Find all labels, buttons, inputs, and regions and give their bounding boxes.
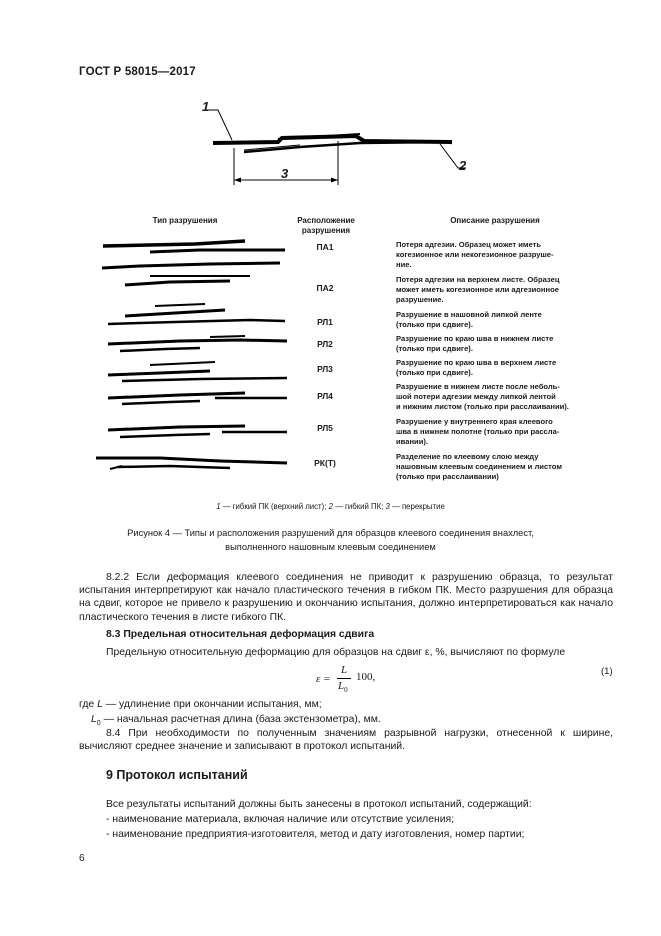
col-header-location-line2: разрушения (301, 226, 351, 235)
legend-text-3: — перекрытие (389, 502, 445, 511)
failure-sketch-rl4 (108, 393, 287, 404)
where-line-1 (79, 698, 322, 711)
code-rl4: РЛ4 (317, 391, 333, 401)
list-item: - наименование предприятия-изготовителя, метод и дату изготовления, номер партии; (106, 829, 525, 840)
label-2: 2 (459, 158, 467, 173)
desc-pa1 (396, 240, 608, 271)
paragraph-8-2-2: 8.2.2 Если деформация клеевого соединения не приводит к разрушению образца, то результат испытания интерпретируют как начало пластического течения в гибком ПК. Место разрушения для образца на сдвиг, которое не привело к разрушению и окончанию испытания, должно интерпретироваться как начало пластического течения в листе гибкого ПК. (79, 572, 613, 623)
legend-num-3: 3 (385, 502, 390, 511)
figure-caption-line1: Рисунок 4 — Типы и расположения разрушений для образцов клеевого соединения внахлест, (127, 528, 534, 538)
desc-rl5 (396, 417, 608, 448)
desc-line: Разрушение в нижнем листе после неболь- (396, 382, 560, 391)
desc-rl1 (396, 310, 608, 330)
col-header-type: Тип разрушения (152, 216, 218, 225)
list-item: - наименование материала, включая наличие или отсутствие усиления; (106, 814, 455, 825)
legend-num-1: 1 (216, 502, 221, 511)
figure-legend (0, 502, 661, 511)
code-rl2: РЛ2 (317, 339, 333, 349)
formula-den-sub: 0 (344, 686, 348, 695)
where-text-1: — удлинение при окончании испытания, мм; (102, 699, 322, 710)
desc-line: ние. (396, 260, 412, 270)
legend-num-2: 2 (328, 502, 333, 511)
desc-line: Разделение по клеевому слою между (396, 452, 539, 461)
where-var-L0: L (91, 714, 97, 725)
section-9-heading: 9 Протокол испытаний (106, 768, 248, 782)
desc-rl4 (396, 382, 608, 413)
formula-lhs: ε = (316, 673, 331, 685)
col-header-description: Описание разрушения (450, 216, 540, 225)
code-rkt: РК(Т) (314, 458, 336, 468)
desc-line: разрушение. (396, 295, 444, 305)
failure-sketch-rl5 (108, 426, 287, 437)
failure-sketch-pa2 (102, 263, 280, 285)
desc-rl3 (396, 358, 608, 378)
label-3: 3 (281, 166, 289, 181)
where-text-2: — начальная расчетная длина (база экстензометра), мм. (100, 714, 381, 725)
formula-numerator: L (340, 664, 348, 676)
section-8-3-heading: 8.3 Предельная относительная деформация сдвига (106, 629, 375, 640)
desc-line: (только при сдвиге). (396, 320, 473, 330)
failure-sketch-rkt (96, 458, 287, 469)
desc-line: Разрушение по краю шва в нижнем листе (396, 334, 554, 343)
figure-caption-line2: выполненного нашовным клеевым соединением (225, 541, 436, 552)
desc-rkt (396, 452, 608, 483)
page-number: 6 (79, 853, 85, 864)
desc-line: Потеря адгезии на верхнем листе. Образец (396, 275, 560, 284)
formula-denominator (338, 680, 348, 694)
code-rl5: РЛ5 (317, 423, 333, 433)
desc-line: шва в нижнем полотне (только при рассла- (396, 427, 560, 437)
desc-line: ивании). (396, 437, 429, 447)
formula-den-var: L (338, 680, 345, 692)
desc-line: когезионное или некогезионное разруше- (396, 250, 554, 260)
desc-pa2 (396, 275, 608, 306)
legend-text-1: — гибкий ПК (верхний лист); (220, 502, 329, 511)
desc-line: и нижним листом (только при расслаивании). (396, 402, 569, 412)
code-rl1: РЛ1 (317, 317, 333, 327)
desc-line: (только при сдвиге). (396, 368, 473, 378)
code-rl3: РЛ3 (317, 364, 333, 374)
paragraph-9-intro: Все результаты испытаний должны быть занесены в протокол испытаний, содержащий: (106, 799, 532, 810)
desc-rl2 (396, 334, 608, 354)
label-1: 1 (202, 99, 210, 114)
formula-number: (1) (601, 666, 613, 677)
formula-factor: 100, (356, 671, 376, 683)
code-pa1: ПА1 (316, 242, 334, 252)
desc-line: шой потери адгезии между липкой лентой (396, 392, 556, 402)
failure-sketch-pa1 (103, 241, 285, 252)
code-pa2: ПА2 (316, 283, 334, 293)
figure-caption (0, 527, 661, 554)
failure-sketch-rl3 (108, 362, 287, 381)
legend-text-2: — гибкий ПК; (332, 502, 386, 511)
desc-line: Разрушение по краю шва в верхнем листе (396, 358, 557, 367)
col-header-location-line1: Расположение (297, 216, 355, 225)
failure-sketch-rl2 (108, 336, 287, 351)
paragraph-8-3: Предельную относительную деформацию для образцов на сдвиг ε, %, вычисляют по формуле (106, 647, 566, 658)
desc-line: Разрушение у внутреннего края клеевого (396, 417, 553, 426)
desc-line: Потеря адгезии. Образец может иметь (396, 240, 542, 249)
formula-fraction-bar (337, 678, 351, 679)
failure-sketch-rl1 (108, 304, 285, 324)
desc-line: Разрушение в нашовной липкой ленте (396, 310, 542, 319)
desc-line: (только при сдвиге). (396, 344, 473, 354)
desc-line: (только при расслаивании) (396, 472, 499, 482)
document-code-header: ГОСТ Р 58015—2017 (79, 66, 196, 78)
paragraph-8-4: 8.4 При необходимости по полученным значениям разрывной нагрузки, отнесенной к ширине, вычисляют среднее значение и записывают в протокол испытаний. (79, 728, 613, 753)
desc-line: может иметь когезионное или адгезионное (396, 285, 559, 295)
where-var-L: L (97, 699, 103, 710)
where-prefix: где (79, 699, 98, 710)
where-sub-0: 0 (96, 720, 101, 728)
desc-line: нашовным клеевым соединением и листом (396, 462, 562, 472)
